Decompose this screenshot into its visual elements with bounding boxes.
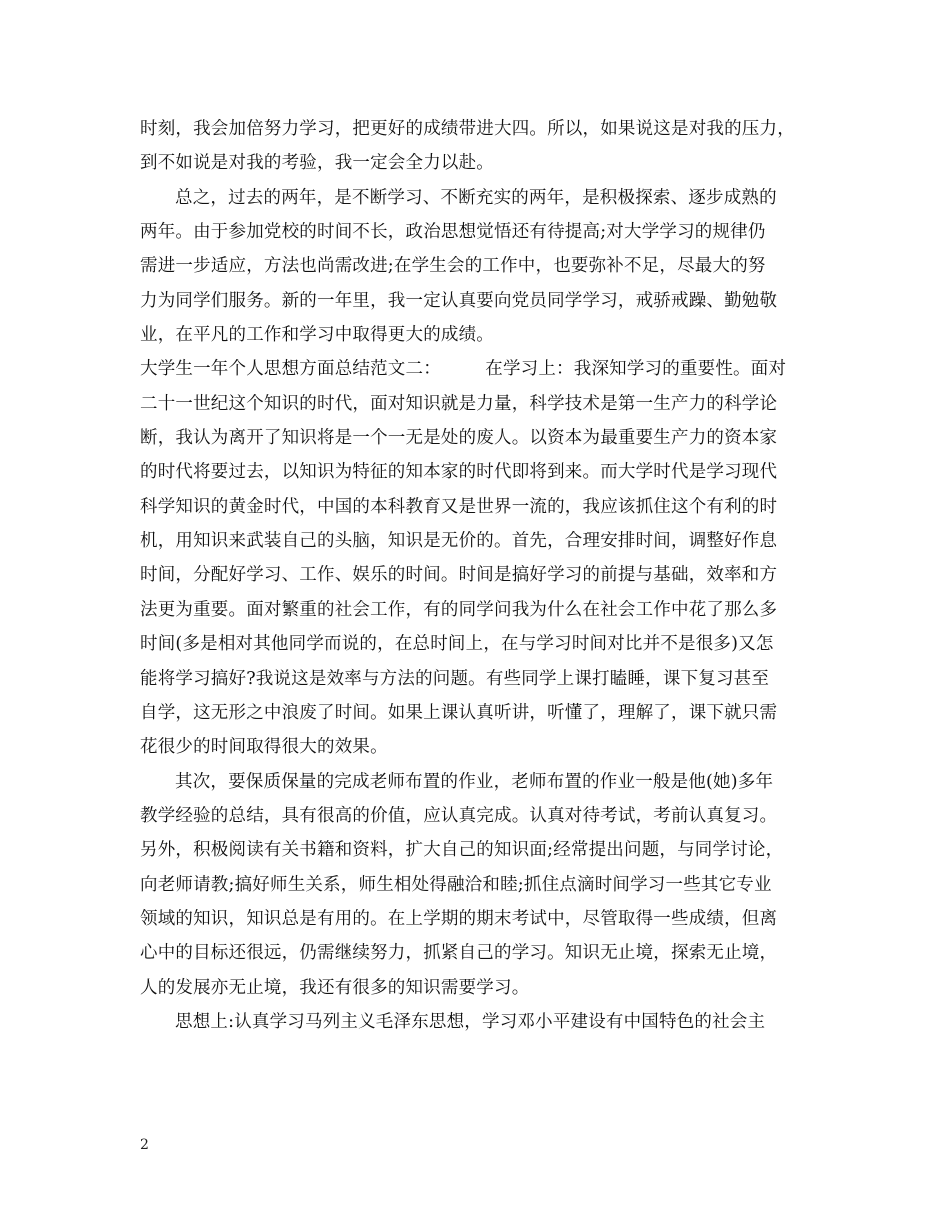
text-line: 大学生一年个人思想方面总结范文二： 在学习上：我深知学习的重要性。面对: [140, 359, 787, 380]
text-line: 需进一步适应，方法也尚需改进;在学生会的工作中，也要弥补不足，尽最大的努: [140, 256, 766, 277]
document-body: [140, 112, 810, 1039]
text-line: 另外，积极阅读有关书籍和资料，扩大自己的知识面;经常提出问题，与同学讨论，: [140, 840, 784, 861]
text-line: 能将学习搞好?我说这是效率与方法的问题。有些同学上课打瞌睡，课下复习甚至: [140, 668, 770, 689]
text-line: 两年。由于参加党校的时间不长，政治思想觉悟还有待提高;对大学学习的规律仍: [140, 222, 766, 243]
text-line: 二十一世纪这个知识的时代，面对知识就是力量，科学技术是第一生产力的科学论: [140, 393, 778, 414]
page-number: 2: [140, 1137, 149, 1153]
text-line: 花很少的时间取得很大的效果。: [140, 737, 388, 758]
text-line: 时间(多是相对其他同学而说的，在总时间上，在与学习时间对比并不是很多)又怎: [140, 634, 774, 655]
text-line: 业，在平凡的工作和学习中取得更大的成绩。: [140, 325, 494, 346]
text-line: 思想上:认真学习马列主义毛泽东思想，学习邓小平建设有中国特色的社会主: [175, 1011, 766, 1032]
text-line: 时刻，我会加倍努力学习，把更好的成绩带进大四。所以，如果说这是对我的压力，: [140, 119, 795, 139]
text-line: 其次，要保质保量的完成老师布置的作业，老师布置的作业一般是他(她)多年: [175, 771, 774, 792]
text-line: 科学知识的黄金时代，中国的本科教育又是世界一流的，我应该抓住这个有利的时: [140, 496, 778, 517]
text-line: 到不如说是对我的考验，我一定会全力以赴。: [140, 153, 494, 174]
text-line: 自学，这无形之中浪废了时间。如果上课认真听讲，听懂了，理解了，课下就只需: [140, 702, 778, 723]
text-line: 时间，分配好学习、工作、娱乐的时间。时间是搞好学习的前提与基础，效率和方: [140, 565, 778, 586]
text-line: 总之，过去的两年，是不断学习、不断充实的两年，是积极探索、逐步成熟的: [175, 187, 777, 208]
text-line: 法更为重要。面对繁重的社会工作，有的同学问我为什么在社会工作中花了那么多: [140, 599, 778, 620]
text-line: 力为同学们服务。新的一年里，我一定认真要向党员同学学习，戒骄戒躁、勤勉敬: [140, 290, 778, 311]
text-line: 向老师请教;搞好师生关系，师生相处得融洽和睦;抓住点滴时间学习一些其它专业: [140, 874, 772, 895]
text-line: 的时代将要过去，以知识为特征的知本家的时代即将到来。而大学时代是学习现代: [140, 462, 778, 483]
text-line: 教学经验的总结，具有很高的价值，应认真完成。认真对待考试，考前认真复习。: [140, 805, 778, 826]
text-line: 心中的目标还很远，仍需继续努力，抓紧自己的学习。知识无止境，探索无止境，: [140, 943, 778, 964]
text-line: 领域的知识，知识总是有用的。在上学期的期末考试中，尽管取得一些成绩，但离: [140, 908, 778, 929]
text-line: 人的发展亦无止境，我还有很多的知识需要学习。: [140, 977, 530, 998]
text-line: 机，用知识来武装自己的头脑，知识是无价的。首先，合理安排时间，调整好作息: [140, 531, 778, 552]
text-line: 断，我认为离开了知识将是一个一无是处的废人。以资本为最重要生产力的资本家: [140, 428, 778, 449]
